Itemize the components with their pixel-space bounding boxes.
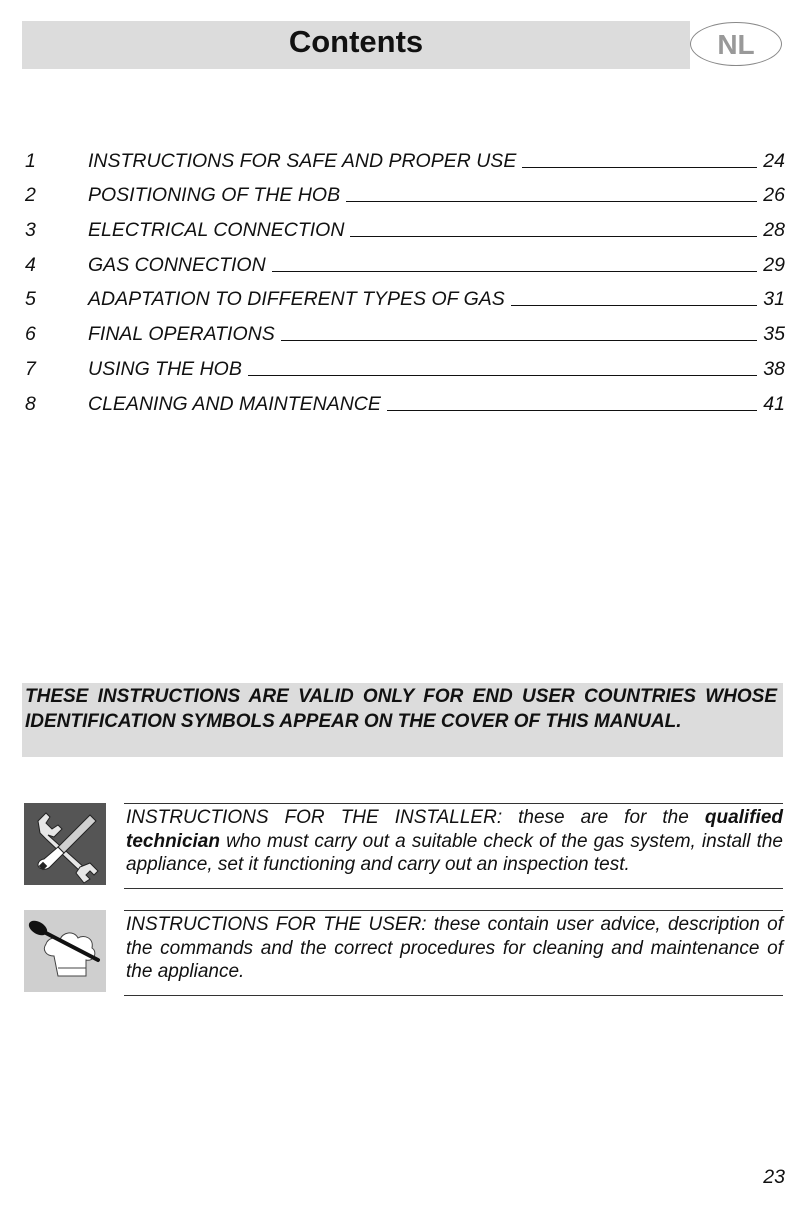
toc-entry[interactable] [25, 277, 785, 312]
toc-title: ADAPTATION TO DIFFERENT TYPES OF GAS [88, 288, 505, 311]
toc-page-number: 24 [763, 149, 785, 172]
toc-number: 5 [25, 288, 36, 311]
toc-leader-line [350, 236, 757, 237]
toc-title: POSITIONING OF THE HOB [88, 184, 341, 207]
toc-number: 2 [25, 184, 36, 207]
toc-page-number: 28 [763, 219, 785, 242]
toc-leader-line [522, 167, 757, 168]
toc-leader-line [248, 375, 757, 376]
toc-title: FINAL OPERATIONS [88, 323, 275, 346]
toc-number: 3 [25, 219, 36, 242]
header-bar [22, 21, 690, 69]
tools-icon [24, 803, 106, 885]
user-instructions-text: INSTRUCTIONS FOR THE USER: these contain user advice, description of the commands and the correct procedures for cleaning and maintenance of the appliance. [126, 914, 783, 982]
installer-text-part-2: who must carry out a suitable check of the gas system, install the appliance, set it functioning and carry out an inspection test. [126, 830, 783, 875]
installer-text-part-1: INSTRUCTIONS FOR THE INSTALLER: these are for the [126, 807, 705, 828]
user-instructions [124, 910, 783, 996]
toc-number: 6 [25, 323, 36, 346]
installer-text-bold: qualified technician [126, 807, 783, 852]
toc-leader-line [387, 410, 757, 411]
page-title: Contents [288, 24, 424, 59]
toc-page-number: 35 [763, 323, 785, 346]
toc-leader-line [281, 340, 758, 341]
toc-entry[interactable] [25, 381, 785, 416]
toc-page-number: 38 [763, 357, 785, 380]
toc-entry[interactable] [25, 311, 785, 346]
chef-spoon-icon [24, 910, 106, 992]
page-number: 23 [763, 1166, 785, 1188]
toc-entry[interactable] [25, 242, 785, 277]
toc-number: 4 [25, 253, 36, 276]
toc-leader-line [511, 305, 758, 306]
installer-instructions-text [124, 804, 783, 877]
validity-notice-text: THESE INSTRUCTIONS ARE VALID ONLY FOR END USER COUNTRIES WHOSE IDENTIFICATION SYMBOLS APPEAR ON THE COVER OF THIS MANUAL. [25, 686, 777, 732]
installer-instructions [124, 803, 783, 889]
toc-page-number: 26 [763, 184, 785, 207]
toc-leader-line [346, 201, 757, 202]
toc-entry[interactable] [25, 346, 785, 381]
table-of-contents [25, 138, 785, 416]
toc-page-number: 41 [763, 392, 785, 415]
toc-entry[interactable] [25, 207, 785, 242]
toc-title: GAS CONNECTION [88, 253, 266, 276]
toc-title: ELECTRICAL CONNECTION [88, 219, 345, 242]
toc-number: 1 [25, 149, 36, 172]
toc-title: USING THE HOB [88, 357, 242, 380]
toc-number: 7 [25, 357, 36, 380]
validity-notice [22, 683, 783, 757]
toc-leader-line [272, 271, 758, 272]
language-badge: NL [690, 22, 782, 66]
user-section [24, 910, 784, 996]
toc-title: INSTRUCTIONS FOR SAFE AND PROPER USE [88, 149, 517, 172]
toc-entry[interactable] [25, 173, 785, 208]
toc-number: 8 [25, 392, 36, 415]
toc-title: CLEANING AND MAINTENANCE [88, 392, 381, 415]
toc-entry[interactable] [25, 138, 785, 173]
toc-page-number: 31 [763, 288, 785, 311]
toc-page-number: 29 [763, 253, 785, 276]
installer-section [24, 803, 784, 889]
